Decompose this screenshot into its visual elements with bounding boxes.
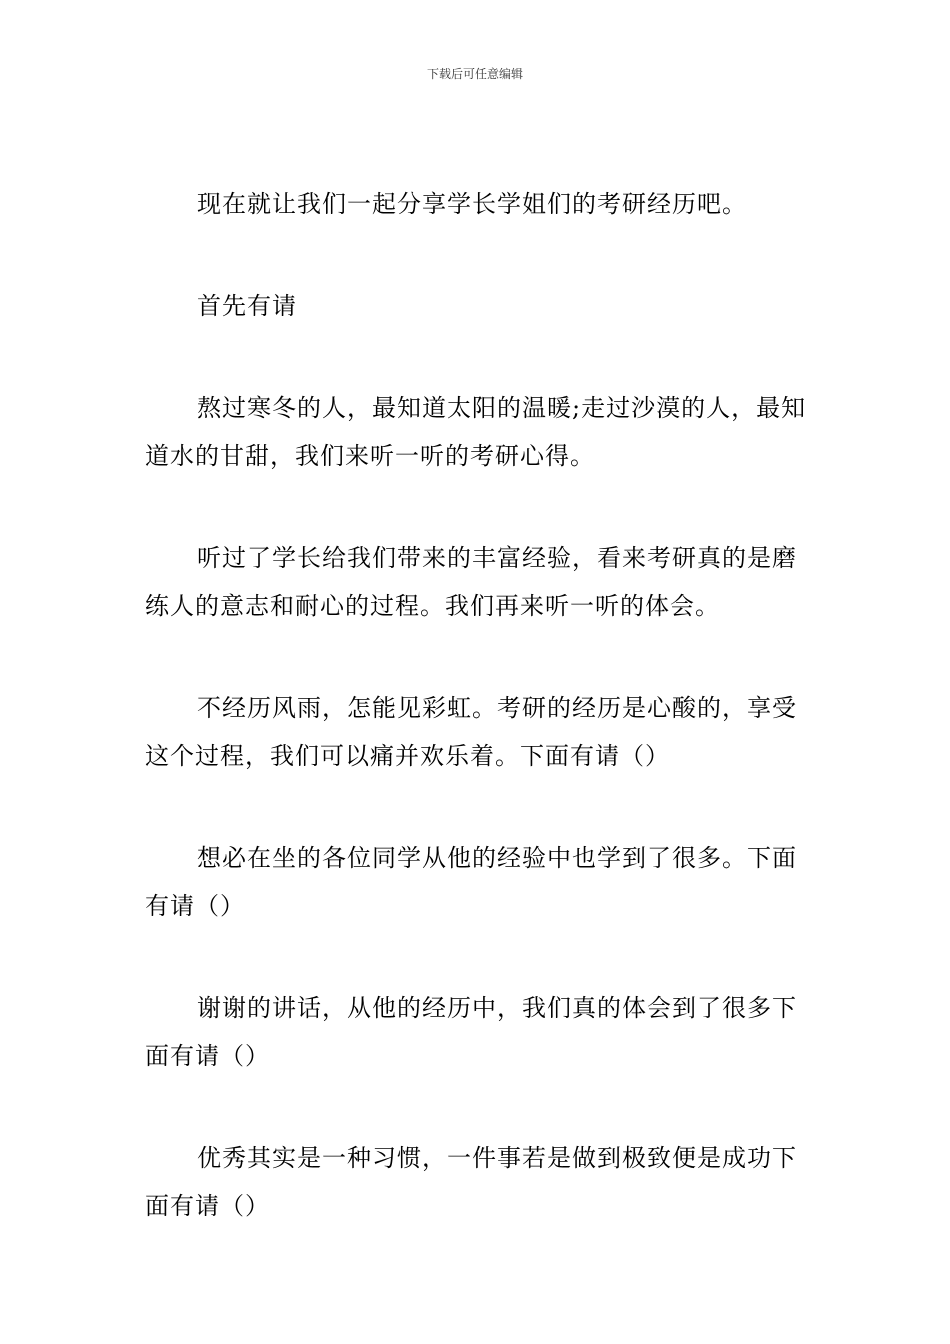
paragraph-experience: 听过了学长给我们带来的丰富经验，看来考研真的是磨练人的意志和耐心的过程。我们再来听一听的体会。 (145, 544, 797, 620)
paragraph-excellence: 优秀其实是一种习惯，一件事若是做到极致便是成功下面有请（） (145, 1144, 797, 1220)
paragraph-intro: 现在就让我们一起分享学长学姐们的考研经历吧。 (197, 190, 747, 218)
paragraph-thanks: 谢谢的讲话，从他的经历中，我们真的体会到了很多下面有请（） (145, 994, 797, 1070)
paragraph-first-invite: 首先有请 (197, 292, 297, 320)
paragraph-winter-desert: 熬过寒冬的人，最知道太阳的温暖;走过沙漠的人，最知道水的甘甜，我们来听一听的考研心得。 (145, 394, 807, 470)
document-body (145, 180, 810, 1284)
page-header: 下载后可任意编辑 (426, 67, 523, 81)
paragraph-learned: 想必在坐的各位同学从他的经验中也学到了很多。下面有请（） (145, 844, 797, 920)
paragraph-rainbow: 不经历风雨，怎能见彩虹。考研的经历是心酸的，享受这个过程，我们可以痛并欢乐着。下面有请（） (145, 694, 797, 770)
